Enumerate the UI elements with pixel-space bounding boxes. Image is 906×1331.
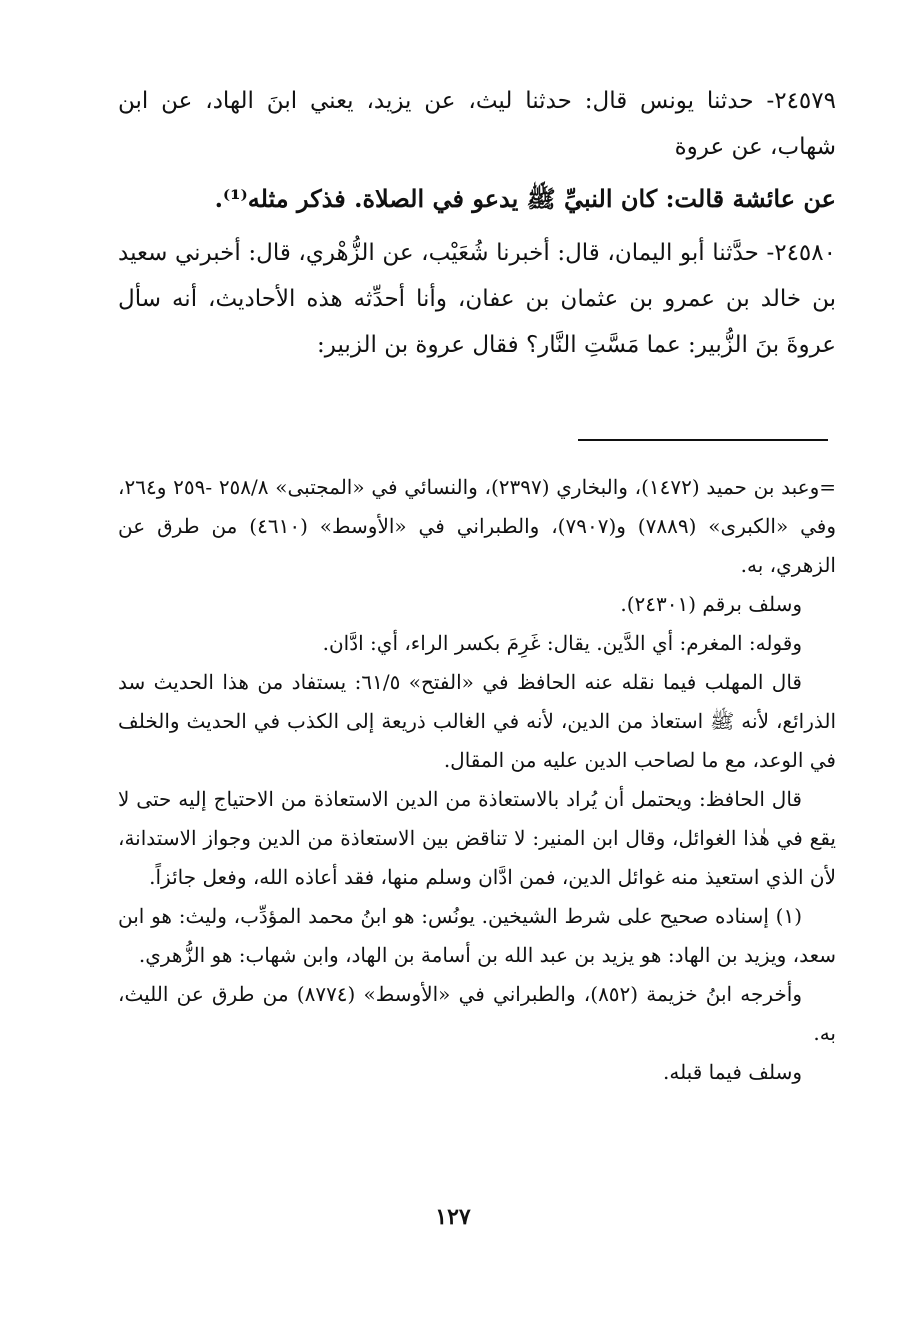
footnote-1: (١) إسناده صحيح على شرط الشيخين. يونُس: هو ابنُ محمد المؤدِّب، وليث: هو ابن سعد، ويزيد بن الهاد: هو يزيد بن عبد الله بن أسامة بن الهاد، وابن شهاب: هو الزُّهري.	[118, 904, 836, 967]
footnote-continuation: =وعبد بن حميد (١٤٧٢)، والبخاري (٢٣٩٧)، والنسائي في «المجتبى» ٢٥٨/٨ -٢٥٩ و٢٦٤، وفي «الكبرى» (٧٨٨٩) و(٧٩٠٧)، والطبراني في «الأوسط» (٤٦١٠) من طرق عن الزهري، به.	[118, 475, 837, 577]
footnote-takhrij: وأخرجه ابنُ خزيمة (٨٥٢)، والطبراني في «الأوسط» (٨٧٧٤) من طرق عن الليث، به.	[118, 982, 836, 1045]
footnote-definition: وقوله: المغرم: أي الدَّين. يقال: غَرِمَ بكسر الراء، أي: ادَّان.	[322, 631, 802, 655]
page-number: ١٢٧	[435, 1204, 471, 1230]
footnote-divider	[578, 439, 828, 441]
hadith-24579-text: عن عائشة قالت: كان النبيِّ ﷺ يدعو في الصلاة. فذكر مثله⁽¹⁾.	[214, 184, 836, 213]
footnote-cross-reference-2: وسلف فيما قبله.	[662, 1060, 802, 1084]
footnote-hafiz: قال الحافظ: ويحتمل أن يُراد بالاستعاذة من الدين الاستعاذة من الاحتياج إليه حتى لا يقع في هٰذا الغوائل، وقال ابن المنير: لا تناقض بين الاستعاذة من الدين وجواز الاستدانة، لأن الذي استعيذ منه غوائل الدين، فمن ادَّان وسلم منها، فقد أعاذه الله، وفعل جائزاً.	[118, 787, 836, 889]
footnotes	[118, 468, 836, 1092]
hadith-24579-chain: ٢٤٥٧٩- حدثنا يونس قال: حدثنا ليث، عن يزيد، يعني ابنَ الهاد، عن ابن شهاب، عن عروة	[118, 88, 836, 160]
main-text	[118, 78, 836, 368]
footnote-muhallab: قال المهلب فيما نقله عنه الحافظ في «الفتح» ٦١/٥: يستفاد من هذا الحديث سد الذرائع، لأنه ﷺ استعاذ من الدين، لأنه في الغالب ذريعة إلى الكذب في الحديث والخلف في الوعد، مع ما لصاحب الدين عليه من المقال.	[118, 670, 836, 772]
hadith-24580: ٢٤٥٨٠- حدَّثنا أبو اليمان، قال: أخبرنا شُعَيْب، عن الزُّهْري، قال: أخبرني سعيد بن خالد بن عمرو بن عثمان بن عفان، وأنا أحدِّثه هذه الأحاديث، أنه سأل عروةَ بنَ الزُّبير: عما مَسَّتِ النَّار؟ فقال عروة بن الزبير:	[118, 240, 836, 358]
footnote-cross-reference: وسلف برقم (٢٤٣٠١).	[620, 592, 802, 616]
